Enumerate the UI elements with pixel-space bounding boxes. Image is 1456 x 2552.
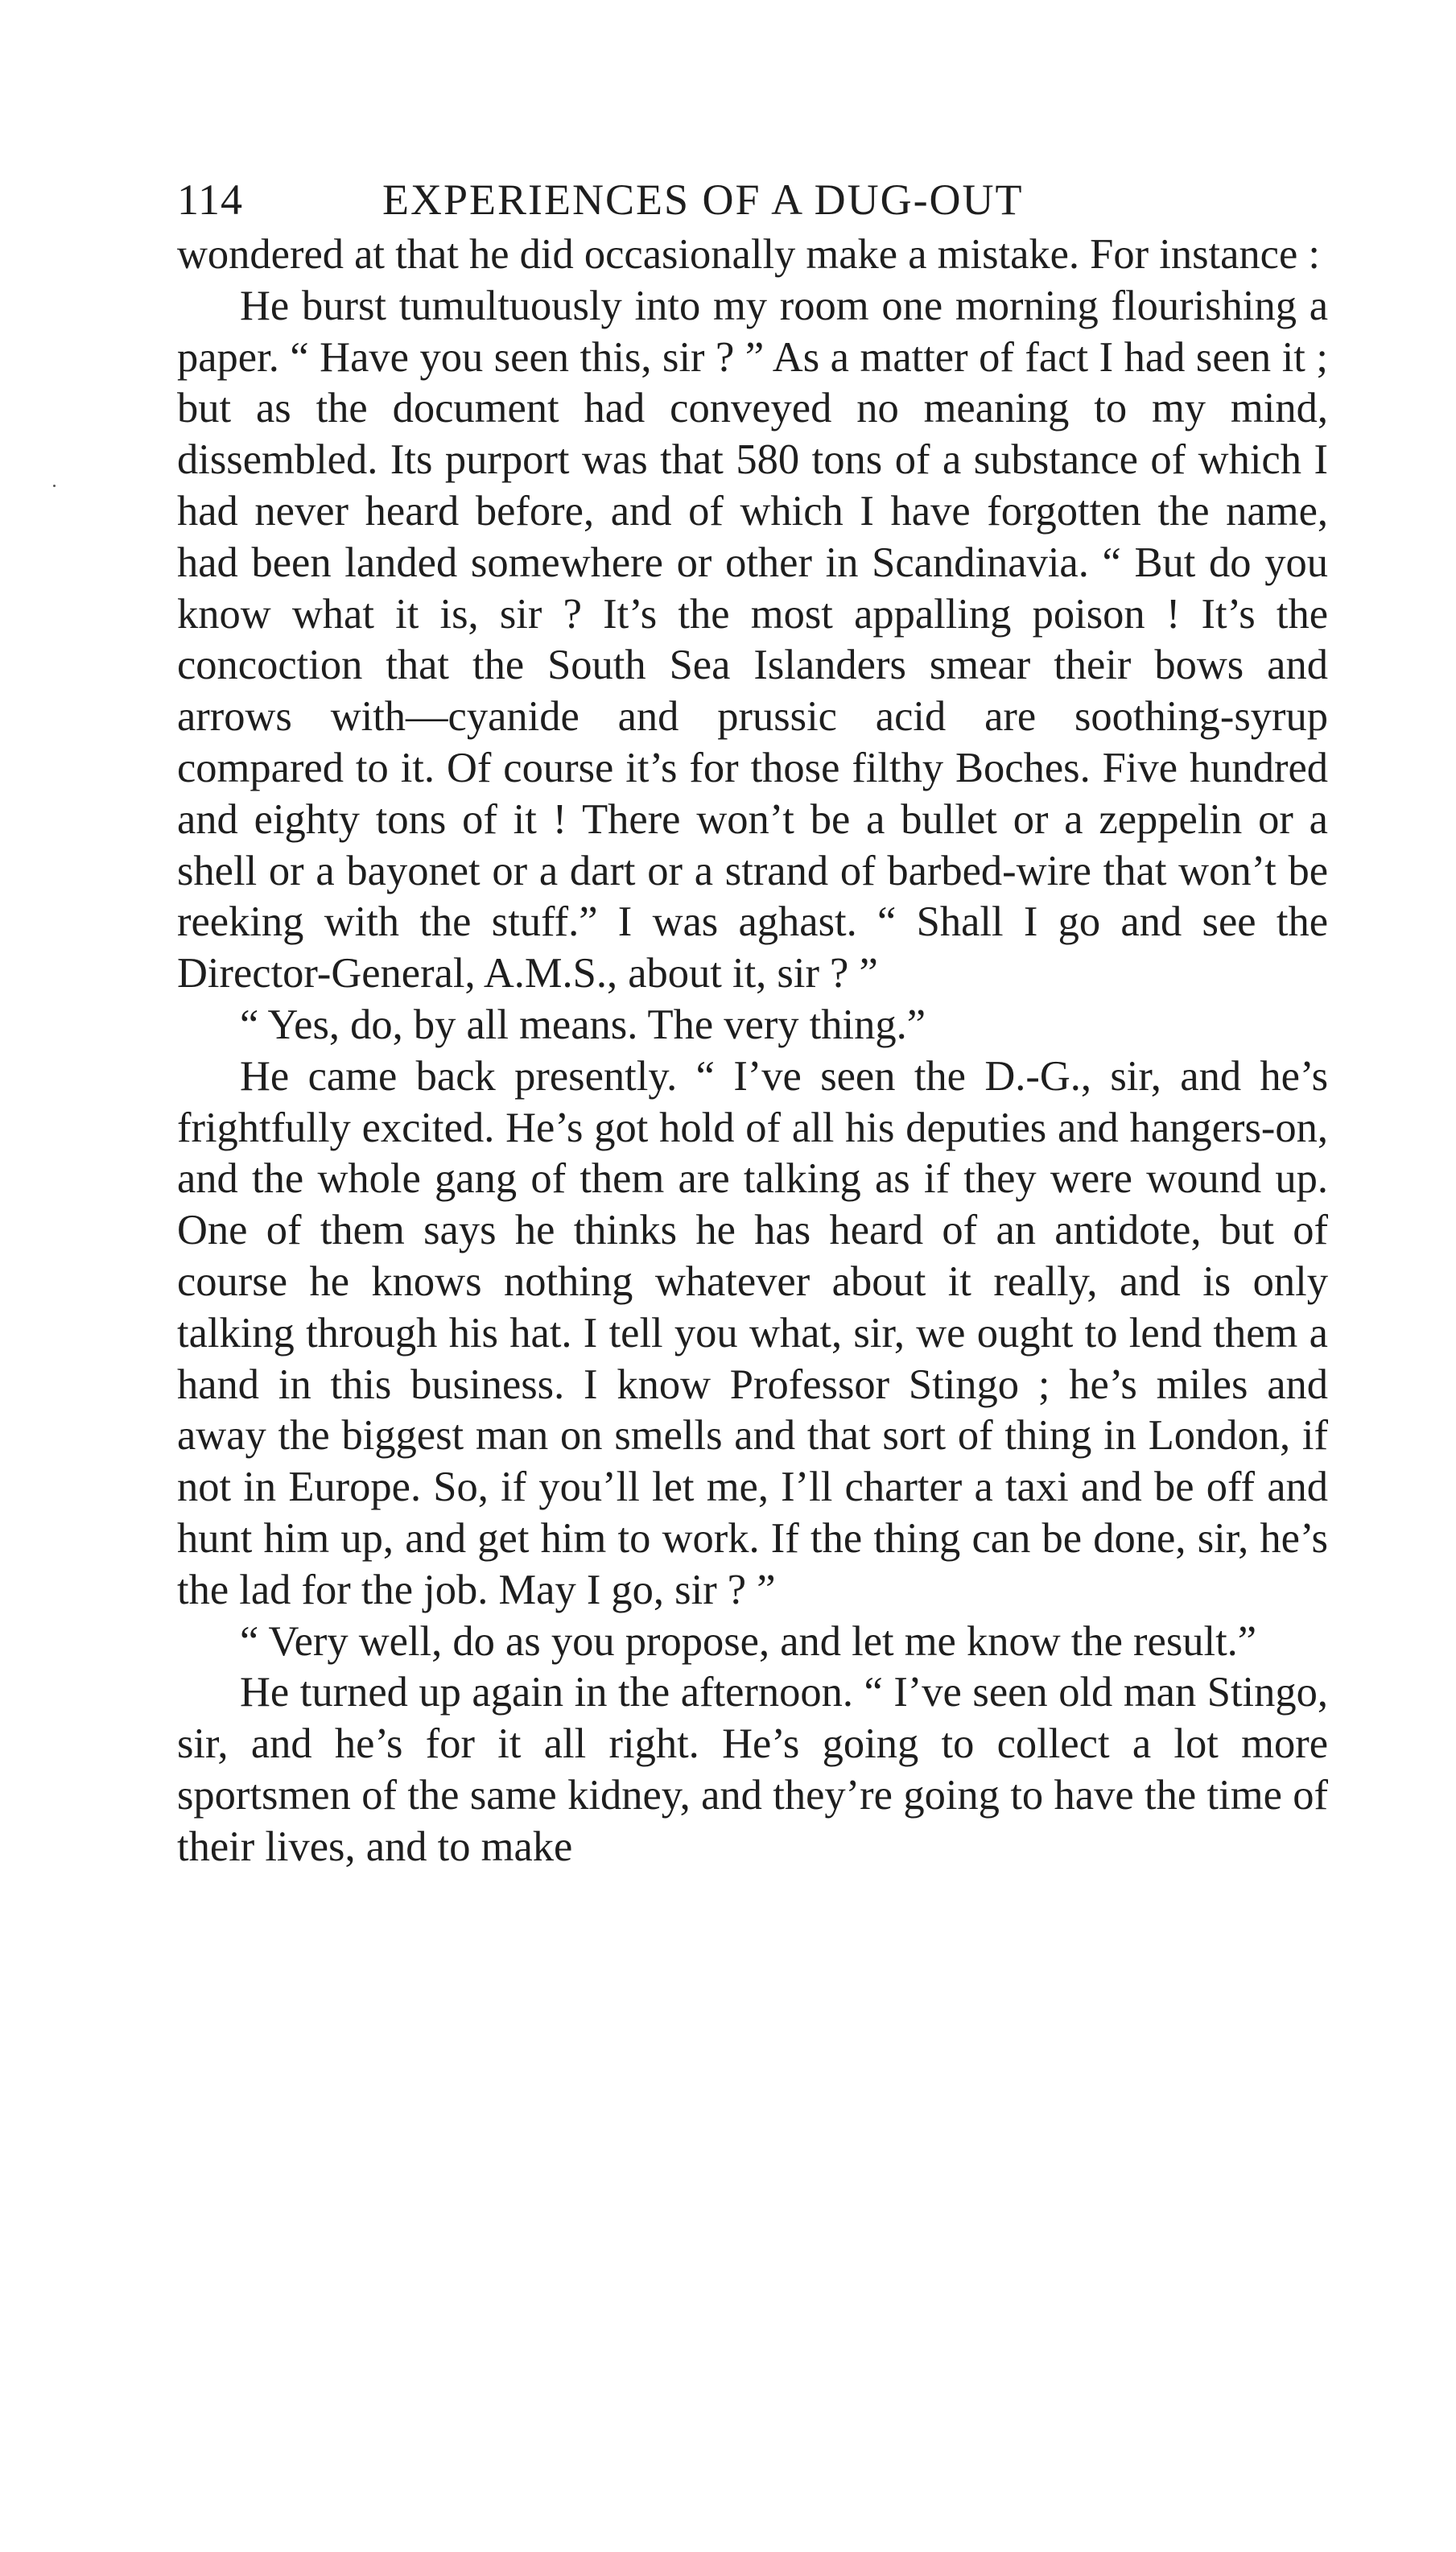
paragraph: He burst tumultuously into my room one morning flourishing a paper. “ Have you seen this, sir ? ” As a matter of fact I had seen it ; but as the document had conveyed no meaning to my mind, dissembled. Its purport was that 580 tons of a substance of which I had never heard before, and of which I have forgotten the name, had been landed somewhere or other in Scandinavia. “ But do you know what it is, sir ? It’s the most appalling poison ! It’s the concoction that the South Sea Islanders smear their bows and arrows with—cyanide and prussic acid are soothing-syrup compared to it. Of course it’s for those filthy Boches. Five hundred and eighty tons of it ! There won’t be a bullet or a zeppelin or a shell or a bayonet or a dart or a strand of barbed-wire that won’t be reeking with the stuff.” I was aghast. “ Shall I go and see the Director-General, A.M.S., about it, sir ? ” xyxy=(177,282,1328,997)
paragraph: “ Very well, do as you propose, and let me know the result.” xyxy=(240,1617,1257,1665)
paragraph-continuation: wondered at that he did occasionally make a mistake. For instance : xyxy=(177,231,1320,278)
running-title: EXPERIENCES OF A DUG-OUT xyxy=(382,176,1024,224)
page-number: 114 xyxy=(177,176,243,224)
body-text xyxy=(177,229,1328,1873)
paragraph: “ Yes, do, by all means. The very thing.” xyxy=(240,1001,926,1048)
stray-print-mark xyxy=(53,485,56,487)
book-page xyxy=(177,165,1328,1873)
paragraph: He came back presently. “ I’ve seen the D.-G., sir, and he’s frightfully excited. He’s got hold of all his deputies and hangers-on, and the whole gang of them are talking as if they were wound up. One of them says he thinks he has heard of an antidote, but of course he knows nothing whatever about it really, and is only talking through his hat. I tell you what, sir, we ought to lend them a hand in this business. I know Professor Stingo ; he’s miles and away the biggest man on smells and that sort of thing in London, if not in Europe. So, if you’ll let me, I’ll charter a taxi and be off and hunt him up, and get him to work. If the thing can be done, sir, he’s the lad for the job. May I go, sir ? ” xyxy=(177,1052,1328,1613)
running-head xyxy=(177,165,1328,229)
paragraph: He turned up again in the afternoon. “ I’ve seen old man Stingo, sir, and he’s for it all right. He’s going to collect a lot more sportsmen of the same kidney, and they’re going to have the time of their lives, and to make xyxy=(177,1669,1328,1870)
